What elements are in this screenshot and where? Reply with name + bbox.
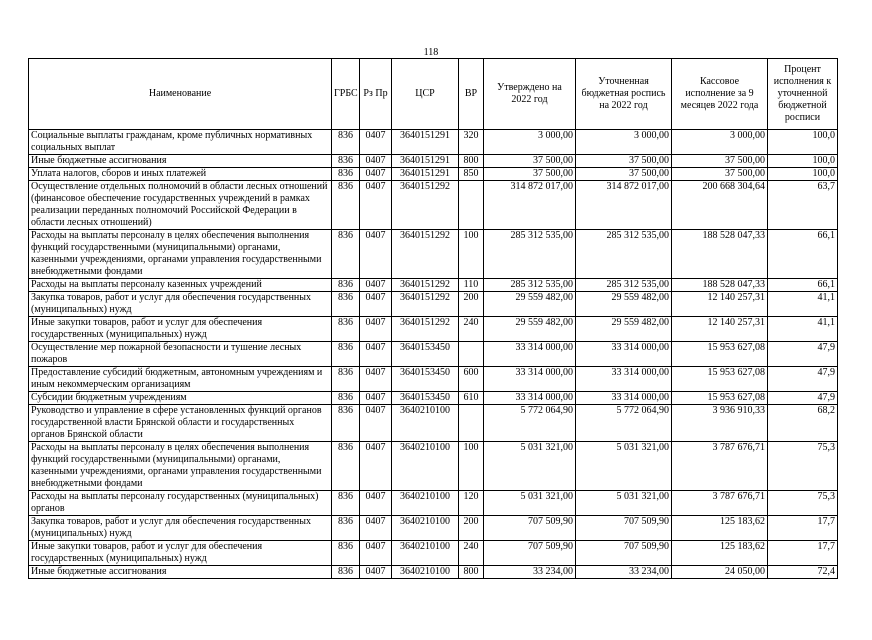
table-row xyxy=(29,442,838,491)
cell-csr: 3640151291 xyxy=(392,155,459,168)
table-body xyxy=(29,130,838,579)
cell-csr: 3640210100 xyxy=(392,491,459,516)
cell-vr: 200 xyxy=(459,292,484,317)
cell-cash: 3 787 676,71 xyxy=(672,491,768,516)
cell-refined: 285 312 535,00 xyxy=(576,279,672,292)
cell-approved: 33 314 000,00 xyxy=(484,342,576,367)
table-header-row xyxy=(29,59,838,130)
cell-name: Социальные выплаты гражданам, кроме публичных нормативных социальных выплат xyxy=(29,130,332,155)
cell-name: Иные бюджетные ассигнования xyxy=(29,566,332,579)
header-csr: ЦСР xyxy=(392,59,459,130)
cell-approved: 29 559 482,00 xyxy=(484,317,576,342)
cell-vr: 200 xyxy=(459,516,484,541)
table-row xyxy=(29,392,838,405)
cell-name: Расходы на выплаты персоналу в целях обеспечения выполнения функций государственными (муниципальными) органами, казенными учреждениями, органами управления государственными внебюджетными фондами xyxy=(29,442,332,491)
cell-approved: 33 314 000,00 xyxy=(484,367,576,392)
budget-execution-table xyxy=(28,58,838,579)
cell-grbs: 836 xyxy=(332,491,360,516)
cell-refined: 33 314 000,00 xyxy=(576,392,672,405)
header-rzpr: Рз Пр xyxy=(360,59,392,130)
cell-name: Расходы на выплаты персоналу казенных учреждений xyxy=(29,279,332,292)
cell-vr: 800 xyxy=(459,155,484,168)
cell-approved: 5 031 321,00 xyxy=(484,442,576,491)
cell-csr: 3640151292 xyxy=(392,317,459,342)
cell-cash: 12 140 257,31 xyxy=(672,292,768,317)
header-percent: Процент исполнения к уточненной бюджетной росписи xyxy=(768,59,838,130)
header-approved: Утверждено на 2022 год xyxy=(484,59,576,130)
cell-cash: 37 500,00 xyxy=(672,155,768,168)
cell-name: Осуществление отдельных полномочий в области лесных отношений (финансовое обеспечение государственных учреждений в рамках реализации переданных полномочий Российской Федерации в области лесных отношений) xyxy=(29,181,332,230)
cell-cash: 24 050,00 xyxy=(672,566,768,579)
cell-percent: 41,1 xyxy=(768,317,838,342)
table-row xyxy=(29,130,838,155)
cell-vr: 100 xyxy=(459,442,484,491)
header-cash: Кассовое исполнение за 9 месяцев 2022 года xyxy=(672,59,768,130)
cell-name: Иные закупки товаров, работ и услуг для обеспечения государственных (муниципальных) нужд xyxy=(29,317,332,342)
cell-cash: 15 953 627,08 xyxy=(672,367,768,392)
cell-grbs: 836 xyxy=(332,367,360,392)
cell-grbs: 836 xyxy=(332,342,360,367)
cell-rzpr: 0407 xyxy=(360,392,392,405)
cell-rzpr: 0407 xyxy=(360,130,392,155)
cell-grbs: 836 xyxy=(332,168,360,181)
cell-percent: 63,7 xyxy=(768,181,838,230)
table-row xyxy=(29,168,838,181)
cell-vr: 240 xyxy=(459,541,484,566)
cell-refined: 314 872 017,00 xyxy=(576,181,672,230)
cell-rzpr: 0407 xyxy=(360,317,392,342)
cell-name: Расходы на выплаты персоналу в целях обеспечения выполнения функций государственными (муниципальными) органами, казенными учреждениями, органами управления государственными внебюджетными фондами xyxy=(29,230,332,279)
cell-rzpr: 0407 xyxy=(360,566,392,579)
cell-approved: 37 500,00 xyxy=(484,155,576,168)
cell-approved: 3 000,00 xyxy=(484,130,576,155)
cell-rzpr: 0407 xyxy=(360,230,392,279)
cell-grbs: 836 xyxy=(332,541,360,566)
cell-name: Осуществление мер пожарной безопасности и тушение лесных пожаров xyxy=(29,342,332,367)
cell-refined: 33 314 000,00 xyxy=(576,367,672,392)
cell-csr: 3640151291 xyxy=(392,130,459,155)
cell-grbs: 836 xyxy=(332,155,360,168)
cell-vr: 800 xyxy=(459,566,484,579)
cell-cash: 3 000,00 xyxy=(672,130,768,155)
cell-cash: 188 528 047,33 xyxy=(672,230,768,279)
cell-csr: 3640153450 xyxy=(392,367,459,392)
cell-name: Субсидии бюджетным учреждениям xyxy=(29,392,332,405)
cell-refined: 5 772 064,90 xyxy=(576,405,672,442)
cell-refined: 5 031 321,00 xyxy=(576,491,672,516)
table-row xyxy=(29,541,838,566)
cell-refined: 5 031 321,00 xyxy=(576,442,672,491)
cell-rzpr: 0407 xyxy=(360,516,392,541)
table-row xyxy=(29,566,838,579)
cell-vr: 320 xyxy=(459,130,484,155)
table-row xyxy=(29,279,838,292)
cell-name: Уплата налогов, сборов и иных платежей xyxy=(29,168,332,181)
cell-cash: 200 668 304,64 xyxy=(672,181,768,230)
table-row xyxy=(29,491,838,516)
cell-vr: 610 xyxy=(459,392,484,405)
cell-rzpr: 0407 xyxy=(360,367,392,392)
cell-vr: 120 xyxy=(459,491,484,516)
cell-rzpr: 0407 xyxy=(360,168,392,181)
cell-percent: 41,1 xyxy=(768,292,838,317)
cell-percent: 17,7 xyxy=(768,516,838,541)
header-name: Наименование xyxy=(29,59,332,130)
cell-refined: 707 509,90 xyxy=(576,516,672,541)
cell-csr: 3640153450 xyxy=(392,342,459,367)
cell-csr: 3640151292 xyxy=(392,230,459,279)
cell-name: Предоставление субсидий бюджетным, автономным учреждениям и иным некоммерческим организациям xyxy=(29,367,332,392)
cell-approved: 285 312 535,00 xyxy=(484,279,576,292)
header-vr: ВР xyxy=(459,59,484,130)
table-row xyxy=(29,155,838,168)
cell-refined: 33 234,00 xyxy=(576,566,672,579)
cell-cash: 125 183,62 xyxy=(672,541,768,566)
cell-name: Иные бюджетные ассигнования xyxy=(29,155,332,168)
cell-rzpr: 0407 xyxy=(360,292,392,317)
cell-approved: 5 031 321,00 xyxy=(484,491,576,516)
cell-vr: 850 xyxy=(459,168,484,181)
cell-csr: 3640210100 xyxy=(392,566,459,579)
cell-cash: 37 500,00 xyxy=(672,168,768,181)
cell-name: Руководство и управление в сфере установленных функций органов государственной власти Брянской области и государственных органов Брянской области xyxy=(29,405,332,442)
cell-rzpr: 0407 xyxy=(360,491,392,516)
cell-csr: 3640210100 xyxy=(392,442,459,491)
cell-name: Расходы на выплаты персоналу государственных (муниципальных) органов xyxy=(29,491,332,516)
cell-grbs: 836 xyxy=(332,292,360,317)
cell-percent: 75,3 xyxy=(768,442,838,491)
cell-percent: 66,1 xyxy=(768,230,838,279)
cell-percent: 100,0 xyxy=(768,168,838,181)
cell-csr: 3640210100 xyxy=(392,516,459,541)
cell-grbs: 836 xyxy=(332,130,360,155)
cell-vr: 110 xyxy=(459,279,484,292)
cell-percent: 100,0 xyxy=(768,130,838,155)
cell-rzpr: 0407 xyxy=(360,181,392,230)
table-row xyxy=(29,516,838,541)
cell-percent: 17,7 xyxy=(768,541,838,566)
cell-approved: 707 509,90 xyxy=(484,516,576,541)
cell-rzpr: 0407 xyxy=(360,155,392,168)
cell-vr xyxy=(459,181,484,230)
cell-csr: 3640151292 xyxy=(392,279,459,292)
cell-approved: 37 500,00 xyxy=(484,168,576,181)
cell-csr: 3640210100 xyxy=(392,405,459,442)
cell-cash: 125 183,62 xyxy=(672,516,768,541)
cell-grbs: 836 xyxy=(332,516,360,541)
header-grbs: ГРБС xyxy=(332,59,360,130)
cell-grbs: 836 xyxy=(332,442,360,491)
table-row xyxy=(29,405,838,442)
cell-percent: 47,9 xyxy=(768,367,838,392)
cell-refined: 37 500,00 xyxy=(576,155,672,168)
cell-grbs: 836 xyxy=(332,279,360,292)
cell-percent: 47,9 xyxy=(768,392,838,405)
cell-percent: 100,0 xyxy=(768,155,838,168)
table-row xyxy=(29,292,838,317)
cell-vr xyxy=(459,405,484,442)
table-row xyxy=(29,367,838,392)
cell-name: Закупка товаров, работ и услуг для обеспечения государственных (муниципальных) нужд xyxy=(29,292,332,317)
cell-vr: 240 xyxy=(459,317,484,342)
cell-cash: 12 140 257,31 xyxy=(672,317,768,342)
cell-percent: 72,4 xyxy=(768,566,838,579)
cell-refined: 3 000,00 xyxy=(576,130,672,155)
page-number: 118 xyxy=(423,47,439,58)
cell-percent: 66,1 xyxy=(768,279,838,292)
cell-approved: 5 772 064,90 xyxy=(484,405,576,442)
cell-grbs: 836 xyxy=(332,566,360,579)
cell-approved: 285 312 535,00 xyxy=(484,230,576,279)
cell-refined: 37 500,00 xyxy=(576,168,672,181)
cell-grbs: 836 xyxy=(332,405,360,442)
table-row xyxy=(29,317,838,342)
cell-csr: 3640151291 xyxy=(392,168,459,181)
table-row xyxy=(29,181,838,230)
cell-approved: 29 559 482,00 xyxy=(484,292,576,317)
cell-cash: 15 953 627,08 xyxy=(672,392,768,405)
table-row xyxy=(29,342,838,367)
cell-percent: 75,3 xyxy=(768,491,838,516)
table-row xyxy=(29,230,838,279)
cell-name: Закупка товаров, работ и услуг для обеспечения государственных (муниципальных) нужд xyxy=(29,516,332,541)
cell-rzpr: 0407 xyxy=(360,342,392,367)
cell-grbs: 836 xyxy=(332,181,360,230)
cell-grbs: 836 xyxy=(332,317,360,342)
cell-rzpr: 0407 xyxy=(360,442,392,491)
cell-rzpr: 0407 xyxy=(360,405,392,442)
cell-cash: 3 787 676,71 xyxy=(672,442,768,491)
cell-name: Иные закупки товаров, работ и услуг для обеспечения государственных (муниципальных) нужд xyxy=(29,541,332,566)
cell-refined: 285 312 535,00 xyxy=(576,230,672,279)
cell-csr: 3640151292 xyxy=(392,292,459,317)
cell-vr xyxy=(459,342,484,367)
header-refined: Уточненная бюджетная роспись на 2022 год xyxy=(576,59,672,130)
cell-grbs: 836 xyxy=(332,230,360,279)
cell-csr: 3640153450 xyxy=(392,392,459,405)
cell-approved: 33 314 000,00 xyxy=(484,392,576,405)
cell-approved: 707 509,90 xyxy=(484,541,576,566)
cell-csr: 3640151292 xyxy=(392,181,459,230)
cell-cash: 3 936 910,33 xyxy=(672,405,768,442)
cell-approved: 314 872 017,00 xyxy=(484,181,576,230)
cell-percent: 68,2 xyxy=(768,405,838,442)
cell-vr: 600 xyxy=(459,367,484,392)
cell-vr: 100 xyxy=(459,230,484,279)
cell-percent: 47,9 xyxy=(768,342,838,367)
cell-grbs: 836 xyxy=(332,392,360,405)
cell-rzpr: 0407 xyxy=(360,279,392,292)
cell-rzpr: 0407 xyxy=(360,541,392,566)
cell-refined: 707 509,90 xyxy=(576,541,672,566)
cell-refined: 29 559 482,00 xyxy=(576,317,672,342)
cell-cash: 188 528 047,33 xyxy=(672,279,768,292)
cell-refined: 33 314 000,00 xyxy=(576,342,672,367)
cell-approved: 33 234,00 xyxy=(484,566,576,579)
cell-refined: 29 559 482,00 xyxy=(576,292,672,317)
cell-cash: 15 953 627,08 xyxy=(672,342,768,367)
cell-csr: 3640210100 xyxy=(392,541,459,566)
